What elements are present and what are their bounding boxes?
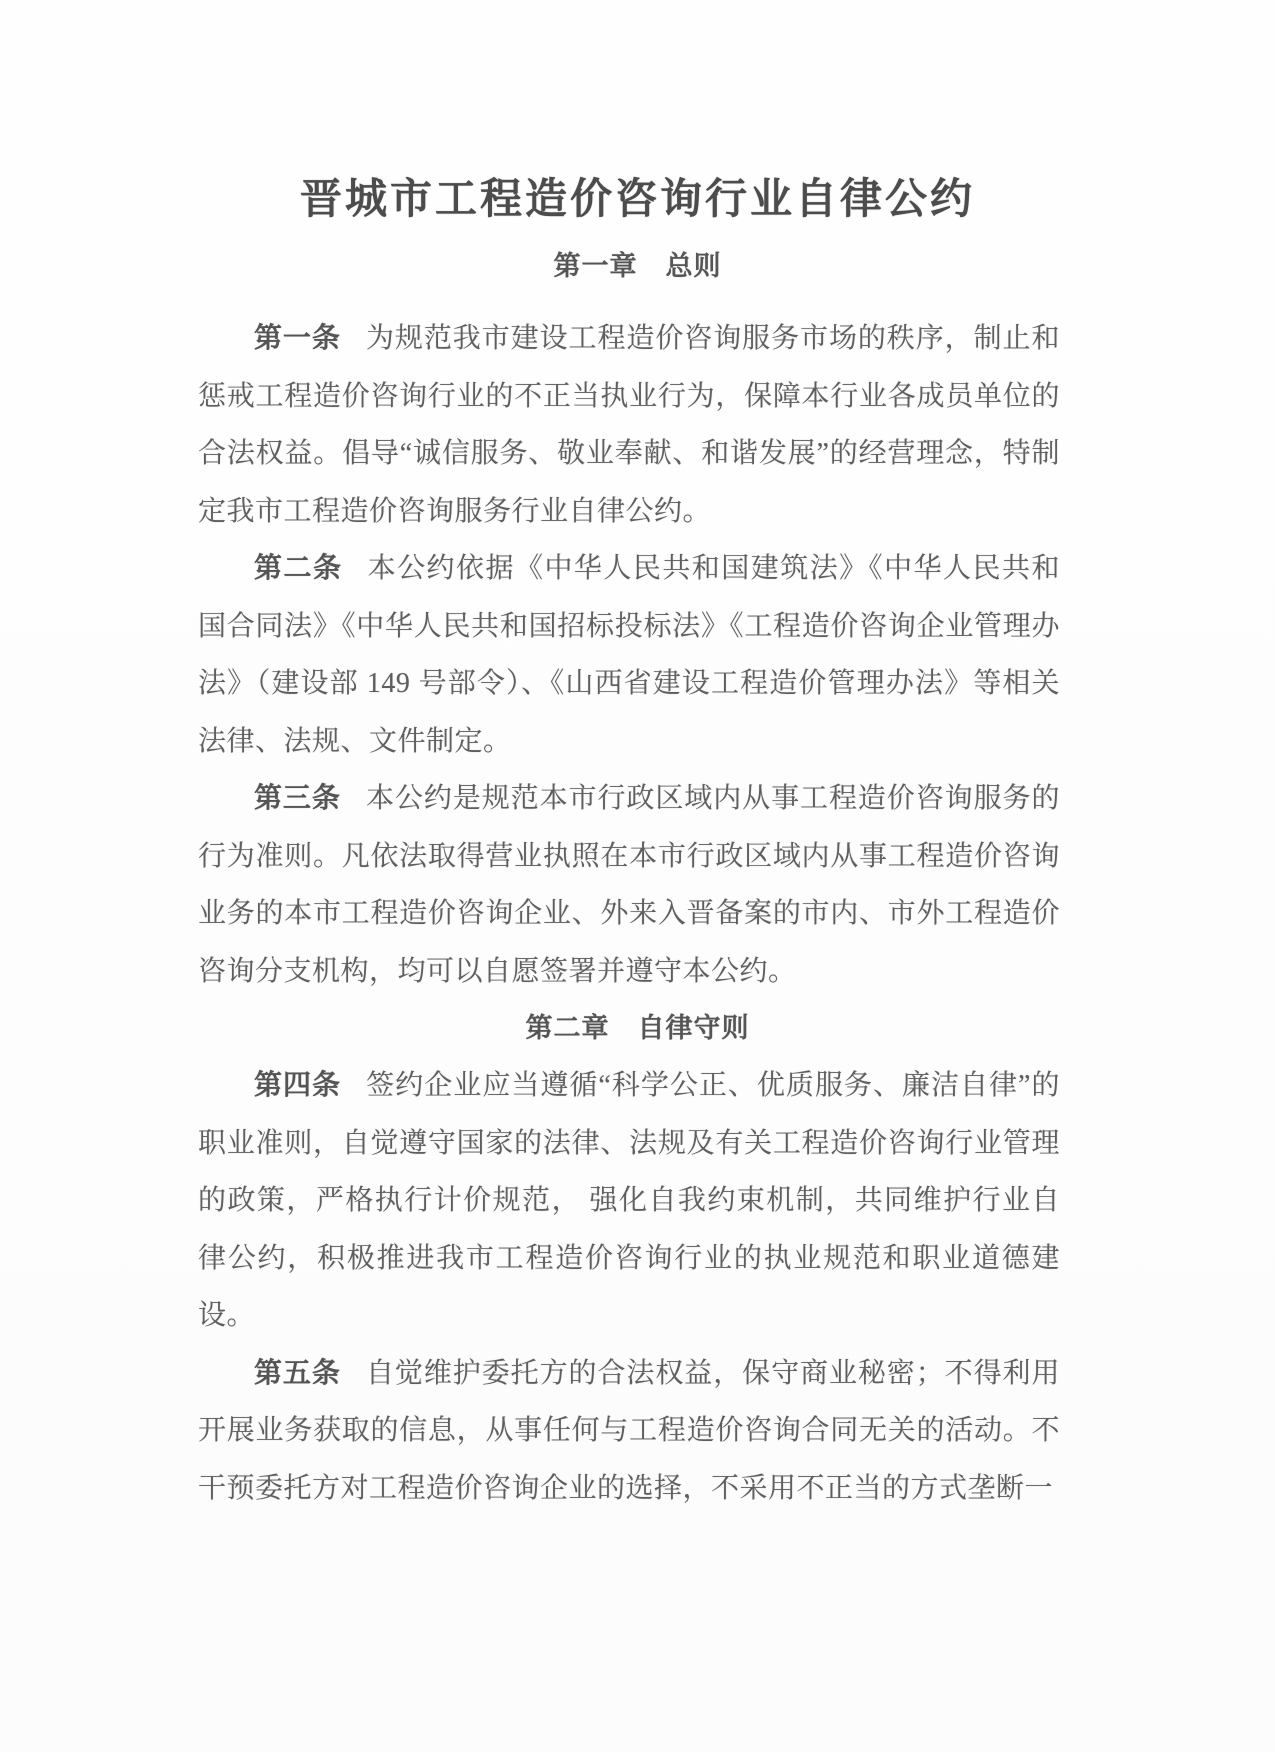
article-2-text: 本公约依据《中华人民共和国建筑法》《中华人民共和国合同法》《中华人民共和国招标投标法》《工程造价咨询企业管理办法》（建设部 149 号部令）、《山西省建设工程造价管理办法》等相关法律、法规、文件制定。 bbox=[198, 553, 1060, 757]
article-4-label: 第四条 bbox=[254, 1070, 342, 1101]
document-body-2 bbox=[198, 1057, 1060, 1517]
article-1-label: 第一条 bbox=[254, 323, 341, 354]
article-4-paragraph bbox=[198, 1057, 1060, 1345]
article-1-paragraph bbox=[198, 310, 1060, 540]
article-4-text: 签约企业应当遵循“科学公正、优质服务、廉洁自律”的职业准则，自觉遵守国家的法律、法规及有关工程造价咨询行业管理的政策，严格执行计价规范， 强化自我约束机制，共同维护行业自律公约，积极推进我市工程造价咨询行业的执业规范和职业道德建设。 bbox=[198, 1070, 1060, 1331]
article-5-label: 第五条 bbox=[254, 1357, 341, 1389]
document-body bbox=[198, 310, 1060, 1000]
article-2-label: 第二条 bbox=[254, 553, 343, 584]
article-3-paragraph bbox=[198, 770, 1060, 1000]
article-5-text: 自觉维护委托方的合法权益，保守商业秘密；不得利用开展业务获取的信息，从事任何与工程造价咨询合同无关的活动。不干预委托方对工程造价咨询企业的选择，不采用不正当的方式垄断一 bbox=[198, 1357, 1060, 1504]
article-3-text: 本公约是规范本市行政区域内从事工程造价咨询服务的行为准则。凡依法取得营业执照在本市行政区域内从事工程造价咨询业务的本市工程造价咨询企业、外来入晋备案的市内、市外工程造价咨询分支机构，均可以自愿签署并遵守本公约。 bbox=[198, 783, 1060, 987]
article-2-paragraph bbox=[198, 540, 1060, 770]
chapter-1-heading: 第一章 总则 bbox=[553, 251, 722, 281]
article-5-paragraph bbox=[198, 1345, 1060, 1518]
article-1-text: 为规范我市建设工程造价咨询服务市场的秩序，制止和惩戒工程造价咨询行业的不正当执业行为，保障本行业各成员单位的合法权益。倡导“诚信服务、敬业奉献、和谐发展”的经营理念，特制定我市工程造价咨询服务行业自律公约。 bbox=[198, 323, 1060, 527]
document-title: 晋城市工程造价咨询行业自律公约 bbox=[299, 177, 975, 223]
chapter-2-heading: 第二章 自律守则 bbox=[525, 1013, 750, 1043]
article-3-label: 第三条 bbox=[254, 783, 341, 814]
